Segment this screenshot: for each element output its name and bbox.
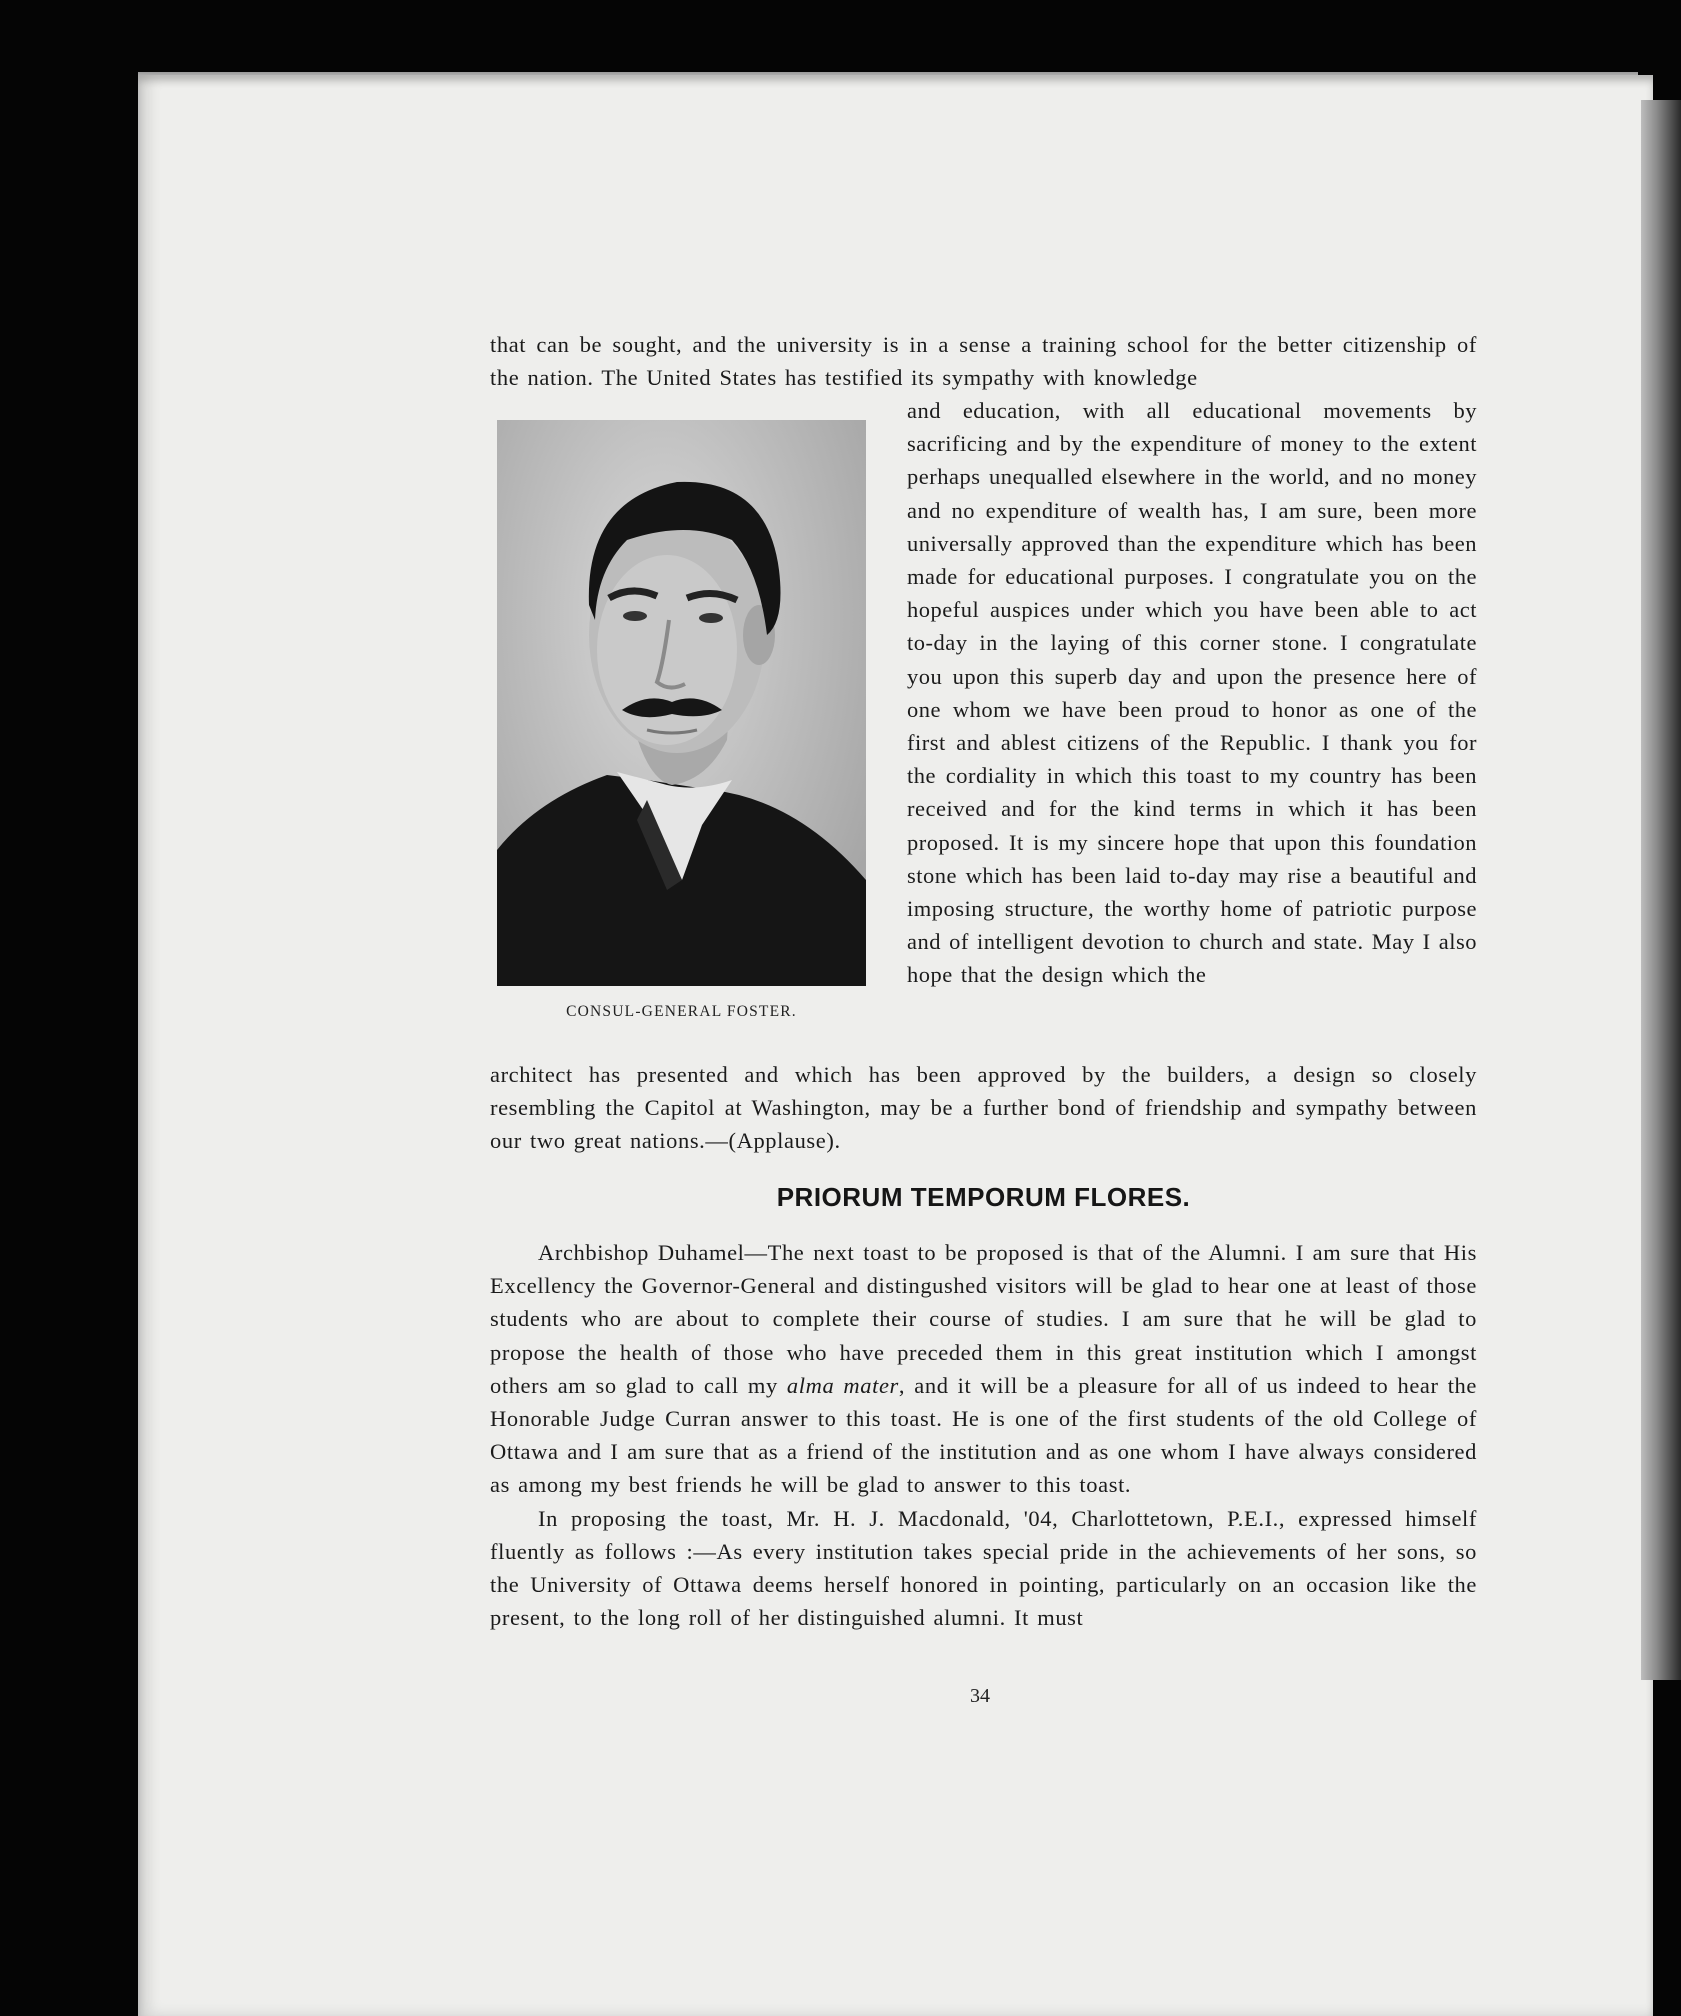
paragraph-archbishop-end: , and it will be a pleasure for all of us indeed to hear the Honorable Judge Curran answer to this toast. He is one of the first students of the old College of Ottawa and I am sure that as a friend of the institution and as one whom I have always considered as among my best friends he will be glad to answer to this toast. — [490, 1372, 1477, 1498]
photo-caption: CONSUL-GENERAL FOSTER. — [566, 1003, 797, 1020]
section-body — [490, 1236, 1477, 1634]
alma-mater-italic: alma mater — [786, 1372, 899, 1398]
continuation-paragraph — [490, 1058, 1477, 1158]
paragraph-archbishop — [490, 1236, 1477, 1502]
continuation-text: architect has presented and which has been approved by the builders, a design so closely resembling the Capitol at Washington, may be a further bond of friendship and sympathy between our two great nations.—(Applause). — [490, 1062, 1477, 1154]
page-right-edge — [1641, 100, 1681, 1680]
page-number: 34 — [970, 1685, 990, 1707]
portrait-photo — [497, 420, 866, 986]
paragraph-archbishop-start: Archbishop Duhamel—The next toast to be proposed is that of the Alumni. I am sure that His Excellency the Governor-General and distingushed visitors will be glad to hear one at least of those students who are about to complete their course of studies. I am sure that he will be glad to propose the health of those who have preceded them in this great institution which I amongst others am so glad to call my — [490, 1240, 1477, 1398]
opening-text: that can be sought, and the university is in a sense a training school for the better citizenship of the nation. The United States has testified its sympathy with knowledge — [490, 332, 1477, 391]
paragraph-macdonald: In proposing the toast, Mr. H. J. Macdonald, '04, Charlottetown, P.E.I., expressed himself fluently as follows :—As every institution takes special pride in the achievements of her sons, so the University of Ottawa deems herself honored in pointing, particularly on an occasion like the present, to the long roll of her distinguished alumni. It must — [490, 1505, 1477, 1631]
section-heading: PRIORUM TEMPORUM FLORES. — [776, 1182, 1191, 1212]
portrait-illustration — [497, 420, 866, 986]
right-column-paragraph — [907, 394, 1477, 992]
right-column-text: and education, with all educational movements by sacrificing and by the expenditure of money to the extent perhaps unequalled elsewhere in the world, and no money and no expenditure of wealth has, I am sure, been more universally approved than the expenditure which has been made for educational purposes. I congratulate you on the hopeful auspices under which you have been able to act to-day in the laying of this corner stone. I congratulate you upon this superb day and upon the presence here of one whom we have been proud to honor as one of the first and ablest citizens of the Republic. I thank you for the cordiality in which this toast to my country has been received and for the kind terms in which it has been proposed. It is my sincere hope that upon this foundation stone which has been laid to-day may rise a beautiful and imposing structure, the worthy home of patriotic purpose and of intelligent devotion to church and state. May I also hope that the design which the — [907, 398, 1477, 988]
opening-paragraph — [490, 328, 1477, 394]
